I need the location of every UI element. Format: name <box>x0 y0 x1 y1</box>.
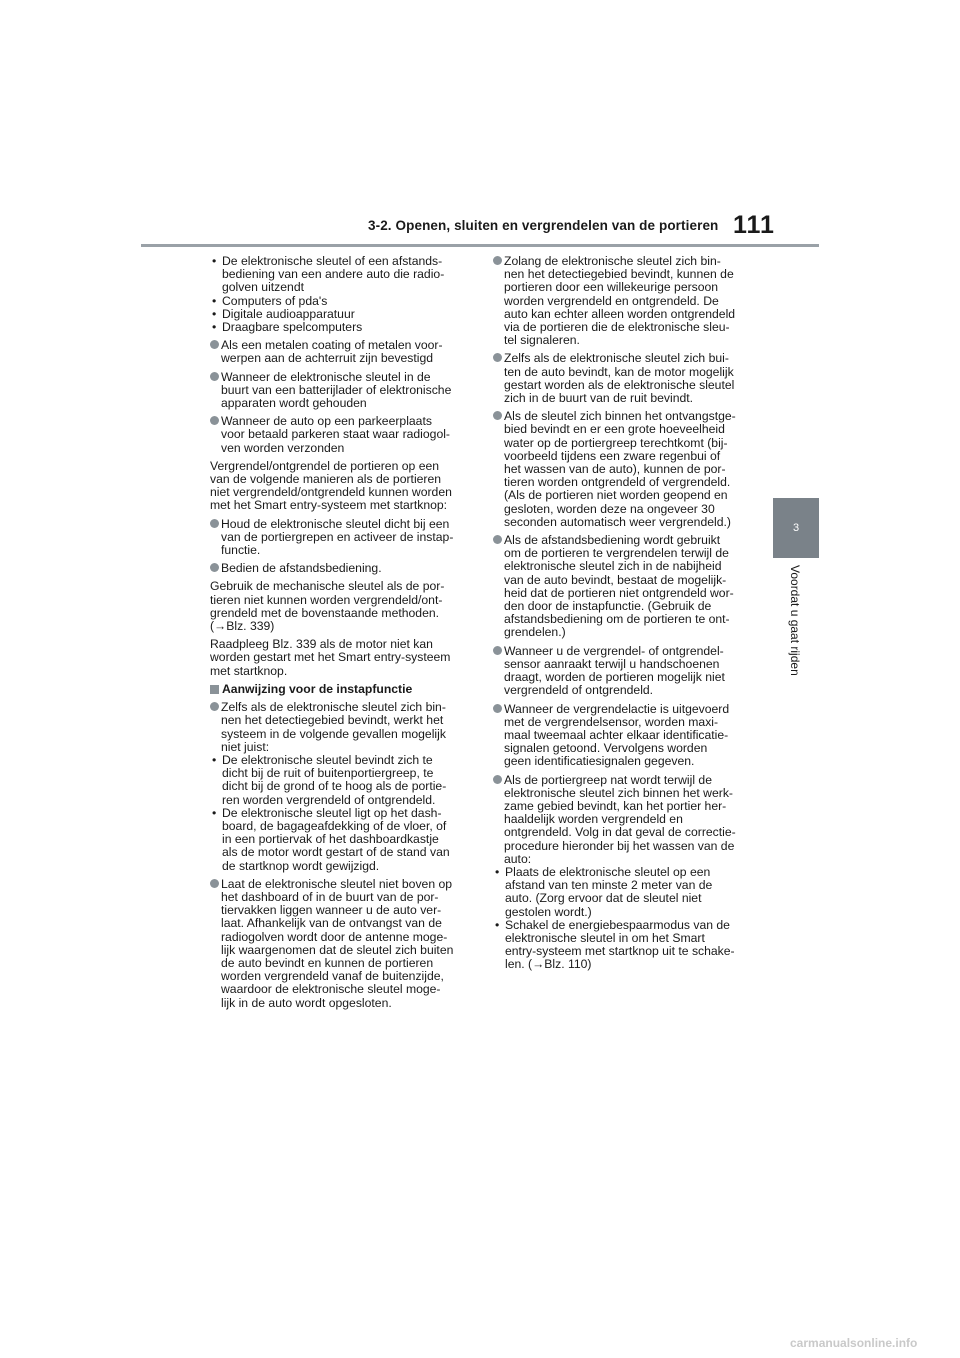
body-paragraph: Raadpleeg Blz. 339 als de motor niet kan worden gestart met het Smart entry-systeem met startknop. <box>210 637 451 678</box>
bullet-paragraph: Zolang de elektronische sleutel zich bin- nen het detectiegebied bevindt, kunnen de portieren door een willekeurige persoon worden vergrendeld en ontgrendeld. De auto kan echter alleen worden ontgrendeld via de portieren die de elektronische sleu- tel signaleren. <box>493 255 757 347</box>
bullet-paragraph: Houd de elektronische sleutel dicht bij een van de portiergrepen en activeer de instap- functie. <box>210 518 472 558</box>
bullet-dot-icon <box>210 416 219 425</box>
square-bullet-icon <box>210 685 219 694</box>
intro-bullet-list <box>210 255 472 334</box>
chapter-number: 3 <box>792 522 800 534</box>
bullet-paragraph: Als de sleutel zich binnen het ontvangstge- bied bevindt en er een grote hoeveelheid water op de portiergreep terechtkomt (bij- voorbeeld tijdens een zware regenbui of het wassen van de auto), kunnen de por- tieren worden ontgrendeld of vergrendeld. (Als de portieren niet worden geopend en gesloten, worden deze na ongeveer 30 seconden automatisch weer vergrendeld.) <box>493 410 757 529</box>
bullet-dot-icon <box>210 879 219 888</box>
sub-bullet: • De elektronische sleutel bevindt zich te dicht bij de ruit of buitenportiergreep, te dicht bij de grond of te hoog als de portie- ren worden vergrendeld of ontgrendeld. <box>210 754 472 807</box>
chapter-tab <box>773 498 819 558</box>
sub-bullet: • Computers of pda's <box>210 295 472 308</box>
sub-bullet: • De elektronische sleutel ligt op het dash- board, de bagageafdekking of de vloer, of in een portiervak of het dashboardkastje als de motor wordt gestart of de stand van de startknop wordt gewijzigd. <box>210 807 472 873</box>
sub-bullet: • Digitale audioapparatuur <box>210 308 472 321</box>
sub-bullet: • Schakel de energiebespaarmodus van de elektronische sleutel in om het Smart entry-systeem met startknop uit te schake- len. (→Blz. 110) <box>493 919 757 972</box>
sub-bullet: • Plaats de elektronische sleutel op een afstand van ten minste 2 meter van de auto. (Zorg ervoor dat de sleutel niet gestolen wordt.) <box>493 866 757 919</box>
bullet-dot-icon <box>493 646 502 655</box>
section-title: 3-2. Openen, sluiten en vergrendelen van de portieren <box>368 218 719 233</box>
body-paragraph: Vergrendel/ontgrendel de portieren op een van de volgende manieren als de portieren niet vergrendeld/ontgrendeld kunnen worden met het Smart entry-systeem met startknop: <box>210 458 452 513</box>
bullet-paragraph: Wanneer de elektronische sleutel in de buurt van een batterijlader of elektronische apparaten wordt gehouden <box>210 371 472 411</box>
header-divider <box>141 244 819 247</box>
bullet-paragraph: Zelfs als de elektronische sleutel zich bui- ten de auto bevindt, kan de motor mogelijk gestart worden als de elektronische sleutel zich in de buurt van de ruit bevindt. <box>493 352 757 405</box>
right-column <box>493 255 757 977</box>
left-column <box>210 255 472 1015</box>
body-paragraph: Gebruik de mechanische sleutel als de por- tieren niet kunnen worden vergrendeld/ont- grendeld met de bovenstaande methoden. (→Blz. 339) <box>210 579 445 634</box>
bullet-paragraph: Als de afstandsbediening wordt gebruikt om de portieren te vergrendelen terwijl de elektronische sleutel zich in de nabijheid van de auto bevindt, bestaat de mogelijk- heid dat de portieren niet ontgrendeld wor- den door de instapfunctie. (Gebruik de afstandsbediening om de portieren te ont- grendelen.) <box>493 534 757 640</box>
bullet-dot-icon <box>493 704 502 713</box>
bullet-paragraph: Laat de elektronische sleutel niet boven op het dashboard of in de buurt van de por- tiervakken liggen wanneer u de auto ver- laat. Afhankelijk van de ontvangst van de radiogolven wordt door de antenne moge- lijk waargenomen dat de sleutel zich buiten de auto bevindt en kunnen de portieren worden vergrendeld vanaf de buitenzijde, waardoor de elektronische sleutel moge- lijk in de auto wordt opgesloten. <box>210 878 472 1010</box>
bullet-dot-icon <box>493 411 502 420</box>
bullet-dot-icon <box>493 353 502 362</box>
bullet-paragraph: Wanneer de vergrendelactie is uitgevoerd met de vergrendelsensor, worden maxi- maal tweemaal achter elkaar identificatie- signalen getoond. Vervolgens worden geen identificatiesignalen gegeven. <box>493 703 757 769</box>
bullet-dot-icon <box>493 535 502 544</box>
sub-bullet: • De elektronische sleutel of een afstands- bediening van een andere auto die radio- golven uitzendt <box>210 255 472 295</box>
bullet-dot-icon <box>210 702 219 711</box>
bullet-paragraph: Wanneer u de vergrendel- of ontgrendel- sensor aanraakt terwijl u handschoenen draagt, worden de portieren mogelijk niet vergrendeld of ontgrendeld. <box>493 645 757 698</box>
section-heading: Aanwijzing voor de instapfunctie <box>210 683 472 696</box>
bullet-paragraph: Wanneer de auto op een parkeerplaats voor betaald parkeren staat waar radiogol- ven worden verzonden <box>210 415 472 455</box>
chapter-label: Voordat u gaat rijden <box>788 565 802 676</box>
bullet-paragraph: Bedien de afstandsbediening. <box>210 562 472 575</box>
sub-bullet: • Draagbare spelcomputers <box>210 321 472 334</box>
page-number: 111 <box>733 211 775 239</box>
bullet-dot-icon <box>210 372 219 381</box>
bullet-dot-icon <box>493 775 502 784</box>
bullet-dot-icon <box>210 340 219 349</box>
bullet-paragraph: Als de portiergreep nat wordt terwijl de elektronische sleutel zich binnen het werk- zame gebied bevindt, kan het portier her- haaldelijk worden vergrendeld en ontgrendeld. Volg in dat geval de correctie- procedure hieronder bij het wassen van de auto: • Plaats de elektronische sleutel op een afstand van ten minste 2 meter van de auto. (Zorg ervoor dat de sleutel niet gestolen wordt.) • Schakel de energiebespaarmodus van de elektronische sleutel in om het Smart entry-systeem met startknop uit te schake- len. (→Blz. 110) <box>493 774 757 972</box>
watermark: carmanualsonline.info <box>790 1336 918 1350</box>
bullet-dot-icon <box>210 519 219 528</box>
bullet-dot-icon <box>493 256 502 265</box>
bullet-paragraph: Als een metalen coating of metalen voor- werpen aan de achterruit zijn bevestigd <box>210 339 472 365</box>
bullet-paragraph: Zelfs als de elektronische sleutel zich bin- nen het detectiegebied bevindt, werkt het systeem in de volgende gevallen mogelijk niet juist: • De elektronische sleutel bevindt zich te dicht bij de ruit of buitenportiergreep, te dicht bij de grond of te hoog als de portie- ren worden vergrendeld of ontgrendeld. • De elektronische sleutel ligt op het dash- board, de bagageafdekking of de vloer, of in een portiervak of het dashboardkastje als de motor wordt gestart of de stand van de startknop wordt gewijzigd. <box>210 701 472 873</box>
bullet-dot-icon <box>210 563 219 572</box>
